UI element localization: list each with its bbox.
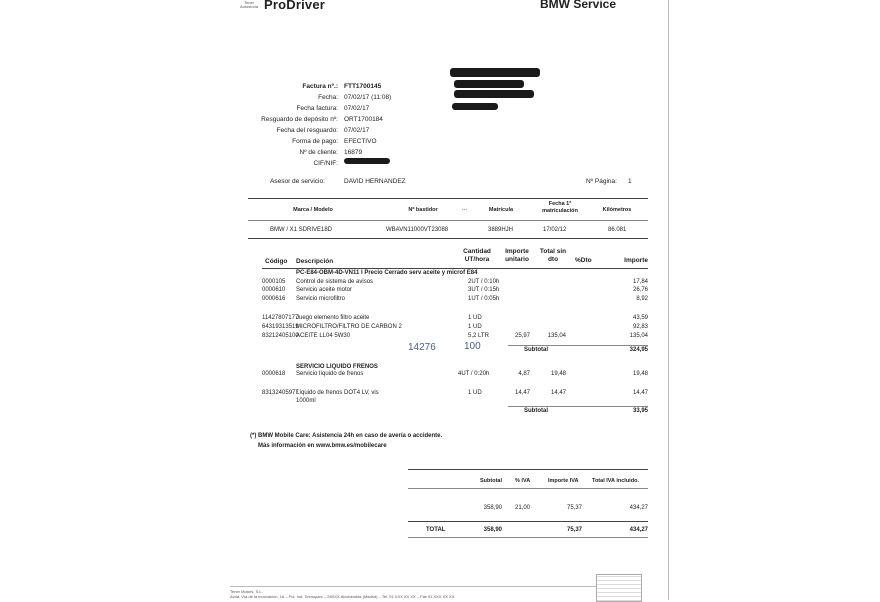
section2-row1-unit: 4,87 bbox=[518, 371, 530, 377]
advisor-name: DAVID HERNANDEZ bbox=[344, 178, 406, 185]
line-code: 0000616 bbox=[262, 296, 286, 302]
section2-row1-total: 19,48 bbox=[550, 371, 566, 377]
brand-logo-text: ProDriver bbox=[264, 0, 326, 12]
page-edge bbox=[668, 0, 669, 600]
col-total-sin-dto: Total sin dto bbox=[539, 248, 567, 263]
redacted-cif bbox=[344, 158, 390, 164]
section2-subtotal: 33,95 bbox=[632, 408, 648, 414]
vehicle-model: BMW / X1 SDRIVE18D bbox=[270, 227, 333, 233]
invoice-field-value: FTT1700145 bbox=[344, 83, 382, 90]
totals-header-subtotal: Subtotal bbox=[480, 478, 502, 484]
line-amount: 8,92 bbox=[636, 296, 648, 302]
line-code: 83212405100 bbox=[262, 333, 299, 339]
line-qty: 3UT / 0:15h bbox=[468, 287, 500, 293]
line-qty: 1 UD bbox=[468, 324, 482, 330]
vehicle-header-vin: Nº bastidor bbox=[408, 207, 438, 213]
totals-header-iva-pct: % IVA bbox=[515, 478, 531, 484]
vehicle-vin: WBAVN11000VT23088 bbox=[386, 227, 449, 233]
col-cantidad: Cantidad UT/hora bbox=[463, 248, 491, 263]
mobile-care-info: Más información en www.bmw.es/mobilecare bbox=[258, 443, 387, 449]
vehicle-regdate: 17/02/12 bbox=[543, 227, 567, 233]
section2-row2-desc2: 1000ml bbox=[296, 398, 316, 404]
mobile-care-notice: (*) BMW Mobile Care: Asistencia 24h en caso de avería o accidente. bbox=[250, 433, 443, 439]
line-amount: 26,76 bbox=[632, 287, 648, 293]
section2-row2-amount: 14,47 bbox=[632, 390, 648, 396]
vehicle-header-dots: ... bbox=[462, 206, 468, 212]
section2-row1-code: 0000618 bbox=[262, 371, 286, 377]
invoice-field-label: Nº de cliente: bbox=[299, 149, 338, 156]
redacted-block bbox=[454, 80, 524, 88]
section2-row1-desc: Servicio líquido de frenos bbox=[296, 371, 364, 377]
invoice-field-label: Fecha del resguardo: bbox=[276, 127, 338, 134]
line-desc: Juego elemento filtro aceite bbox=[296, 315, 370, 321]
page-label: Nº Página: bbox=[586, 178, 617, 185]
section1-subtotal-label: Subtotal bbox=[524, 347, 548, 353]
bmw-service-logo: BMW Service bbox=[540, 0, 617, 11]
invoice-field-value: 07/02/17 (11:08) bbox=[344, 94, 392, 101]
footer-address: Avda. Vía de la Innovación, 16 – Pol. Ind. Tecnoparc – 28XXX Alcobendas (Madrid) – Tel. 91 XXX XX XX – Fax 91 XXX XX XX bbox=[230, 594, 455, 599]
line-amount: 43,59 bbox=[632, 315, 648, 321]
section2-subtotal-label: Subtotal bbox=[524, 408, 548, 414]
handwritten-note-b: 100 bbox=[464, 341, 481, 352]
redacted-block bbox=[450, 68, 540, 77]
advisor-label: Asesor de servicio: bbox=[270, 178, 325, 185]
invoice-field-label: Fecha factura: bbox=[296, 105, 338, 112]
invoice-field-label: Fecha: bbox=[318, 94, 338, 101]
invoice-field-label: Factura nº.: bbox=[302, 83, 338, 90]
footer-stamp-grid bbox=[596, 574, 642, 602]
footer-company: Tener Motors, S.L. bbox=[230, 589, 263, 594]
line-code: 64319313519 bbox=[262, 324, 299, 330]
line-desc: Control de sistema de avisos bbox=[296, 279, 374, 285]
totals-iva-pct: 21,00 bbox=[515, 505, 531, 511]
section2-row1-amount: 19,48 bbox=[632, 371, 648, 377]
section2-title: SERVICIO LIQUIDO FRENOS bbox=[296, 364, 378, 370]
totals-total-iva: 434,27 bbox=[629, 505, 648, 511]
line-amount: 135,04 bbox=[629, 333, 648, 339]
totals-subtotal: 358,90 bbox=[483, 505, 502, 511]
col-importe-unitario: Importe unitario bbox=[505, 248, 529, 263]
vehicle-header-plate: Matrícula bbox=[488, 207, 514, 213]
total-iva: 75,37 bbox=[566, 527, 582, 533]
col-codigo: Código bbox=[265, 258, 288, 265]
section1-title: PC-E84-OBM-4D-VN11 I Precio Cerrado serv aceite y microf E84 bbox=[296, 270, 478, 276]
invoice-page bbox=[218, 0, 668, 600]
invoice-field-label: CIF/NIF: bbox=[313, 160, 338, 167]
vehicle-plate: 3889HJH bbox=[488, 227, 514, 233]
handwritten-note-a: 14276 bbox=[408, 342, 436, 353]
line-desc: ACEITE LL04 5W30 bbox=[296, 333, 351, 339]
line-code: 0000610 bbox=[262, 287, 286, 293]
col-descripcion: Descripción bbox=[296, 258, 334, 265]
line-desc: Servicio microfiltro bbox=[296, 296, 346, 302]
invoice-field-label: Resguardo de depósito nº: bbox=[261, 116, 338, 123]
line-amount: 17,84 bbox=[632, 279, 648, 285]
line-code: 0000105 bbox=[262, 279, 286, 285]
total-label: TOTAL bbox=[426, 527, 446, 533]
vehicle-km: 86.081 bbox=[608, 227, 627, 233]
line-qty: 5,2 LTR bbox=[468, 333, 489, 339]
section2-row2-unit: 14,47 bbox=[514, 390, 530, 396]
section2-row2-qty: 1 UD bbox=[468, 390, 482, 396]
redacted-block bbox=[452, 103, 498, 110]
section2-row2-code: 83132405977 bbox=[262, 390, 299, 396]
line-unit: 25,97 bbox=[514, 333, 530, 339]
invoice-field-value: 07/02/17 bbox=[344, 105, 370, 112]
line-code: 11427807177 bbox=[262, 315, 299, 321]
line-amount: 92,83 bbox=[632, 324, 648, 330]
vehicle-header-model: Marca / Modelo bbox=[293, 207, 333, 213]
brand-small-line1: Tener bbox=[244, 0, 255, 5]
col-importe: Importe bbox=[624, 257, 648, 264]
redacted-block bbox=[454, 90, 534, 98]
line-qty: 2UT / 0:10h bbox=[468, 279, 500, 285]
line-desc: Servicio aceite motor bbox=[296, 287, 353, 293]
invoice-field-value: 07/02/17 bbox=[344, 127, 370, 134]
totals-header-total: Total IVA incluido. bbox=[592, 478, 639, 484]
section2-row1-qty: 4UT / 0:20h bbox=[458, 371, 490, 377]
line-desc: MICROFILTRO/FILTRO DE CARBON 2 bbox=[296, 324, 402, 330]
vehicle-header-km: Kilómetros bbox=[602, 207, 632, 213]
totals-header-iva-amount: Importe IVA bbox=[548, 478, 579, 484]
section2-row2-desc: Líquido de frenos DOT4 LV, vis bbox=[296, 390, 379, 396]
section2-row2-total: 14,47 bbox=[550, 390, 566, 396]
invoice-field-value: EFECTIVO bbox=[344, 138, 377, 145]
invoice-field-value: ORT1700184 bbox=[344, 116, 383, 123]
col-pct-dto: %Dto bbox=[575, 257, 592, 264]
vehicle-header-regdate: Fecha 1ª matriculación bbox=[542, 201, 578, 214]
line-qty: 1 UD bbox=[468, 315, 482, 321]
invoice-field-value: 16879 bbox=[344, 149, 363, 156]
total-subtotal: 358,90 bbox=[483, 527, 502, 533]
section1-subtotal: 324,95 bbox=[629, 347, 648, 353]
line-qty: 1UT / 0:05h bbox=[468, 296, 500, 302]
brand-small-line2: Autostoria bbox=[240, 4, 259, 9]
line-total: 135,04 bbox=[547, 333, 566, 339]
page-number: 1 bbox=[628, 178, 632, 185]
invoice-field-label: Forma de pago: bbox=[292, 138, 338, 145]
totals-iva-amount: 75,37 bbox=[566, 505, 582, 511]
total-amount: 434,27 bbox=[629, 527, 648, 533]
